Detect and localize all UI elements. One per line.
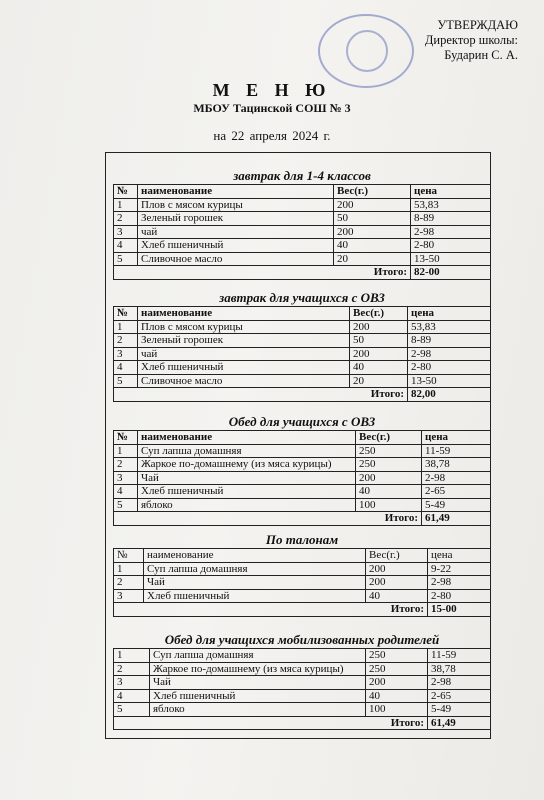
cell-num: 5 bbox=[114, 374, 138, 388]
cell-num: 2 bbox=[114, 212, 138, 226]
section-title: Обед для учащихся с ОВЗ bbox=[228, 414, 376, 429]
table-row bbox=[114, 239, 491, 253]
cell-weight: 200 bbox=[366, 576, 428, 590]
cell-name: Чай bbox=[144, 576, 366, 590]
cell-price: 2-98 bbox=[408, 347, 491, 361]
cell-num: 1 bbox=[114, 320, 138, 334]
table-header-row bbox=[114, 549, 491, 563]
cell-num: 1 bbox=[114, 562, 144, 576]
school-seal bbox=[318, 14, 414, 88]
col-name-header: наименование bbox=[138, 185, 334, 199]
table-row bbox=[114, 485, 491, 499]
col-price-header: цена bbox=[428, 549, 491, 563]
total-value: 82,00 bbox=[408, 388, 491, 402]
col-name-header: наименование bbox=[144, 549, 366, 563]
cell-num: 1 bbox=[114, 198, 138, 212]
cell-weight: 40 bbox=[366, 589, 428, 603]
cell-price: 38,78 bbox=[422, 458, 491, 472]
cell-num: 3 bbox=[114, 676, 150, 690]
table-row bbox=[114, 198, 491, 212]
section-lunch-ovz bbox=[113, 414, 491, 526]
cell-name: Жаркое по-домашнему (из мяса курицы) bbox=[138, 458, 356, 472]
cell-weight: 200 bbox=[366, 676, 428, 690]
cell-num: 5 bbox=[114, 498, 138, 512]
approval-line-3: Бударин С. А. bbox=[444, 48, 518, 62]
cell-price: 2-65 bbox=[428, 689, 491, 703]
cell-weight: 50 bbox=[334, 212, 411, 226]
table-row bbox=[114, 471, 491, 485]
table-row bbox=[114, 334, 491, 348]
table-header-row bbox=[114, 431, 491, 445]
cell-weight: 40 bbox=[366, 689, 428, 703]
cell-name: Сливочное масло bbox=[138, 252, 334, 266]
cell-weight: 250 bbox=[356, 458, 422, 472]
total-value: 15-00 bbox=[428, 603, 491, 617]
cell-name: Плов с мясом курицы bbox=[138, 320, 350, 334]
page-title: М Е Н Ю bbox=[212, 80, 332, 100]
col-num-header: № bbox=[114, 549, 144, 563]
cell-num: 5 bbox=[114, 252, 138, 266]
cell-weight: 40 bbox=[350, 361, 408, 375]
total-label: Итого: bbox=[114, 603, 428, 617]
approval-line-2: Директор школы: bbox=[424, 33, 518, 47]
table-row bbox=[114, 444, 491, 458]
cell-weight: 100 bbox=[366, 703, 428, 717]
table-row bbox=[114, 589, 491, 603]
cell-num: 1 bbox=[114, 649, 150, 663]
menu-table bbox=[113, 184, 491, 280]
cell-num: 3 bbox=[114, 589, 144, 603]
cell-name: яблоко bbox=[138, 498, 356, 512]
cell-name: яблоко bbox=[150, 703, 366, 717]
cell-weight: 50 bbox=[350, 334, 408, 348]
cell-weight: 40 bbox=[334, 239, 411, 253]
cell-name: Хлеб пшеничный bbox=[144, 589, 366, 603]
cell-price: 2-98 bbox=[422, 471, 491, 485]
cell-price: 2-98 bbox=[428, 676, 491, 690]
col-num-header: № bbox=[114, 431, 138, 445]
total-value: 61,49 bbox=[422, 512, 491, 526]
approval-block bbox=[425, 18, 518, 63]
total-label: Итого: bbox=[114, 266, 411, 280]
cell-num: 4 bbox=[114, 239, 138, 253]
cell-name: Сливочное масло bbox=[138, 374, 350, 388]
menu-table bbox=[113, 430, 491, 526]
cell-name: Хлеб пшеничный bbox=[150, 689, 366, 703]
menu-table bbox=[113, 306, 491, 402]
cell-num: 4 bbox=[114, 361, 138, 375]
cell-price: 2-80 bbox=[411, 239, 491, 253]
cell-price: 2-80 bbox=[428, 589, 491, 603]
total-row bbox=[114, 512, 491, 526]
cell-name: Жаркое по-домашнему (из мяса курицы) bbox=[150, 662, 366, 676]
cell-num: 2 bbox=[114, 458, 138, 472]
cell-num: 2 bbox=[114, 662, 150, 676]
approval-line-1: УТВЕРЖДАЮ bbox=[437, 18, 518, 32]
cell-name: Хлеб пшеничный bbox=[138, 485, 356, 499]
menu-date: на 22 апреля 2024 г. bbox=[213, 128, 331, 143]
table-row bbox=[114, 562, 491, 576]
cell-price: 2-80 bbox=[408, 361, 491, 375]
table-row bbox=[114, 458, 491, 472]
section-title: завтрак для учащихся с ОВЗ bbox=[219, 290, 385, 305]
section-breakfast-1-4 bbox=[113, 168, 491, 280]
cell-price: 13-50 bbox=[411, 252, 491, 266]
cell-num: 4 bbox=[114, 689, 150, 703]
cell-weight: 200 bbox=[350, 320, 408, 334]
cell-price: 9-22 bbox=[428, 562, 491, 576]
col-weight-header: Вес(г.) bbox=[350, 307, 408, 321]
section-coupons bbox=[113, 532, 491, 617]
table-row bbox=[114, 689, 491, 703]
cell-weight: 20 bbox=[334, 252, 411, 266]
table-row bbox=[114, 225, 491, 239]
cell-price: 38,78 bbox=[428, 662, 491, 676]
cell-weight: 200 bbox=[334, 225, 411, 239]
menu-table bbox=[113, 548, 491, 617]
cell-price: 53,83 bbox=[411, 198, 491, 212]
cell-num: 4 bbox=[114, 485, 138, 499]
cell-weight: 250 bbox=[366, 662, 428, 676]
total-row bbox=[114, 388, 491, 402]
table-row bbox=[114, 252, 491, 266]
table-row bbox=[114, 498, 491, 512]
cell-price: 2-98 bbox=[428, 576, 491, 590]
cell-name: Плов с мясом курицы bbox=[138, 198, 334, 212]
section-lunch-mobilized bbox=[113, 632, 491, 730]
section-title: завтрак для 1-4 классов bbox=[233, 168, 371, 183]
col-price-header: цена bbox=[422, 431, 491, 445]
cell-price: 2-65 bbox=[422, 485, 491, 499]
total-label: Итого: bbox=[114, 512, 422, 526]
cell-name: чай bbox=[138, 225, 334, 239]
cell-price: 8-89 bbox=[408, 334, 491, 348]
menu-table bbox=[113, 648, 491, 730]
cell-num: 5 bbox=[114, 703, 150, 717]
cell-name: Хлеб пшеничный bbox=[138, 239, 334, 253]
cell-name: Зеленый горошек bbox=[138, 212, 334, 226]
table-row bbox=[114, 361, 491, 375]
cell-weight: 200 bbox=[334, 198, 411, 212]
total-label: Итого: bbox=[114, 388, 408, 402]
total-row bbox=[114, 266, 491, 280]
col-weight-header: Вес(г.) bbox=[366, 549, 428, 563]
cell-name: чай bbox=[138, 347, 350, 361]
section-title: По талонам bbox=[265, 532, 339, 547]
cell-name: Чай bbox=[150, 676, 366, 690]
cell-price: 11-59 bbox=[428, 649, 491, 663]
cell-weight: 200 bbox=[366, 562, 428, 576]
table-row bbox=[114, 374, 491, 388]
table-row bbox=[114, 703, 491, 717]
col-weight-header: Вес(г.) bbox=[356, 431, 422, 445]
col-name-header: наименование bbox=[138, 431, 356, 445]
cell-name: Хлеб пшеничный bbox=[138, 361, 350, 375]
section-title: Обед для учащихся мобилизованных родителей bbox=[164, 632, 440, 647]
cell-weight: 20 bbox=[350, 374, 408, 388]
total-row bbox=[114, 603, 491, 617]
total-value: 61,49 bbox=[428, 716, 491, 730]
cell-weight: 250 bbox=[366, 649, 428, 663]
cell-num: 3 bbox=[114, 225, 138, 239]
col-num-header: № bbox=[114, 307, 138, 321]
table-row bbox=[114, 576, 491, 590]
cell-price: 2-98 bbox=[411, 225, 491, 239]
cell-name: Чай bbox=[138, 471, 356, 485]
total-label: Итого: bbox=[114, 716, 428, 730]
col-weight-header: Вес(г.) bbox=[334, 185, 411, 199]
cell-price: 13-50 bbox=[408, 374, 491, 388]
table-row bbox=[114, 212, 491, 226]
col-name-header: наименование bbox=[138, 307, 350, 321]
cell-num: 2 bbox=[114, 334, 138, 348]
cell-num: 3 bbox=[114, 347, 138, 361]
cell-weight: 100 bbox=[356, 498, 422, 512]
cell-weight: 250 bbox=[356, 444, 422, 458]
col-price-header: цена bbox=[411, 185, 491, 199]
cell-price: 11-59 bbox=[422, 444, 491, 458]
table-header-row bbox=[114, 185, 491, 199]
cell-name: Суп лапша домашняя bbox=[150, 649, 366, 663]
cell-num: 3 bbox=[114, 471, 138, 485]
cell-weight: 200 bbox=[350, 347, 408, 361]
cell-weight: 200 bbox=[356, 471, 422, 485]
cell-name: Зеленый горошек bbox=[138, 334, 350, 348]
cell-price: 5-49 bbox=[422, 498, 491, 512]
col-num-header: № bbox=[114, 185, 138, 199]
cell-name: Суп лапша домашняя bbox=[144, 562, 366, 576]
total-row bbox=[114, 716, 491, 730]
col-price-header: цена bbox=[408, 307, 491, 321]
cell-num: 2 bbox=[114, 576, 144, 590]
table-row bbox=[114, 347, 491, 361]
section-breakfast-ovz bbox=[113, 290, 491, 402]
table-row bbox=[114, 662, 491, 676]
cell-weight: 40 bbox=[356, 485, 422, 499]
cell-price: 8-89 bbox=[411, 212, 491, 226]
table-row bbox=[114, 649, 491, 663]
table-row bbox=[114, 320, 491, 334]
cell-price: 5-49 bbox=[428, 703, 491, 717]
cell-price: 53,83 bbox=[408, 320, 491, 334]
cell-num: 1 bbox=[114, 444, 138, 458]
school-name: МБОУ Тацинской СОШ № 3 bbox=[193, 101, 351, 115]
table-header-row bbox=[114, 307, 491, 321]
total-value: 82-00 bbox=[411, 266, 491, 280]
table-row bbox=[114, 676, 491, 690]
cell-name: Суп лапша домашняя bbox=[138, 444, 356, 458]
